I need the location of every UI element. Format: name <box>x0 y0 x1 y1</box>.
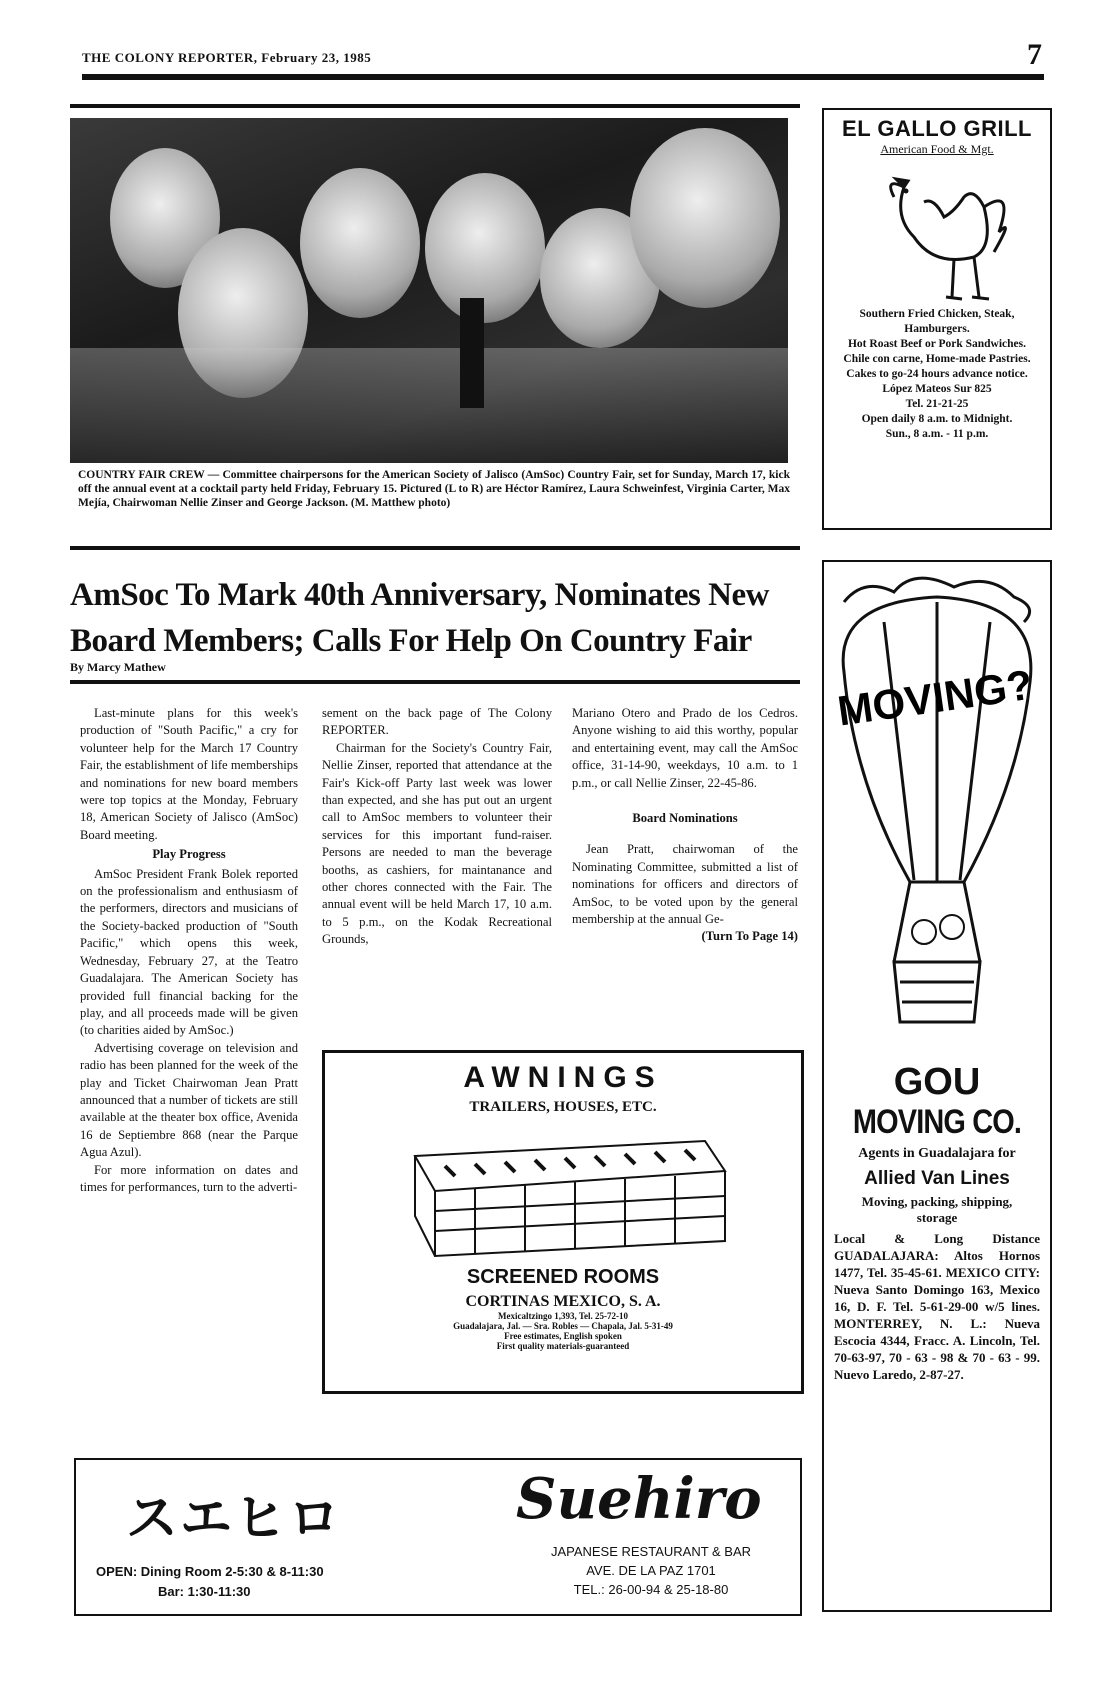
subhead-board-nominations: Board Nominations <box>632 811 738 826</box>
company-name: CORTINAS MEXICO, S. A. <box>465 1293 661 1310</box>
hours-line: Open daily 8 a.m. to Midnight. <box>861 413 1013 425</box>
caption-rule <box>70 546 800 550</box>
paragraph: Jean Pratt, chairwoman of the Nominating Committee, submitted a list of nominations for officers and directors of AmSoc, to be voted upon by the general membership at the annual Ge- <box>572 842 798 927</box>
hours-bar: Bar: 1:30-11:30 <box>158 1584 251 1599</box>
menu-line: Hot Roast Beef or Pork Sandwiches. <box>847 338 1027 350</box>
masthead-rule <box>82 74 1044 80</box>
headline-line-2: Board Members; Calls For Help On Country Fair <box>70 623 752 659</box>
suehiro-ad <box>74 1458 802 1616</box>
agents-line: Agents in Guadalajara for <box>858 1146 1016 1161</box>
article-column-2 <box>322 705 552 949</box>
ad-title: EL GALLO GRILL <box>842 116 1032 141</box>
paragraph: Mariano Otero and Prado de los Cedros. Anyone wishing to aid this worthy, popular and entertaining event, may call the AmSoc office, 31-14-90, weekdays, 10 a.m. to 1 p.m., or call Nellie Zinser, 22-45-86. <box>572 706 798 790</box>
page-number: 7 <box>1027 38 1042 71</box>
hours-dining: OPEN: Dining Room 2-5:30 & 8-11:30 <box>96 1564 324 1579</box>
byline: By Marcy Mathew <box>70 660 166 674</box>
paragraph: sement on the back page of The Colony REPORTER. <box>322 706 552 738</box>
restaurant-name: Suehiro <box>516 1466 762 1532</box>
address-line: Mexicaltzingo 1,393, Tel. 25-72-10 <box>498 1311 628 1321</box>
headline-rule <box>70 680 800 684</box>
el-gallo-grill-ad <box>822 108 1052 530</box>
group-photo <box>70 118 788 463</box>
article-column-3 <box>572 705 798 946</box>
screened-room-trailer-icon <box>325 1116 801 1266</box>
office-details: Local & Long Distance GUADALAJARA: Altos Hornos 1477, Tel. 35-45-61. MEXICO CITY: Nueva Santo Domingo 163, Mexico 16, D. F. Tel. 5-61-29-00 w/5 lines. MONTERREY, N. L.: Nueva Escocia 4344, Fracc. A. Lincoln, Tel. 70-63-97, 70 - 63 - 98 & 70 - 63 - 99. Nuevo Laredo, 2-87-27. <box>834 1231 1040 1382</box>
hot-air-balloon-icon <box>824 562 1050 1062</box>
gou-moving-ad <box>822 560 1052 1612</box>
info-line: Free estimates, English spoken <box>504 1331 622 1341</box>
address-line: López Mateos Sur 825 <box>882 383 992 395</box>
services-line: Moving, packing, shipping, storage <box>861 1194 1013 1225</box>
company-name: GOU <box>893 1061 981 1103</box>
menu-line: Southern Fried Chicken, Steak, Hamburgers. <box>859 308 1015 335</box>
paper-name-date: THE COLONY REPORTER, February 23, 1985 <box>82 50 372 65</box>
awnings-ad <box>322 1050 804 1394</box>
menu-line: Chile con carne, Home-made Pastries. <box>843 353 1031 365</box>
paragraph: Last-minute plans for this week's production of "South Pacific," a cry for volunteer help for the March 17 Country Fair, the establishment of life memberships and nominations for new board members were top topics at the Monday, February 18, American Society of Jalisco (AmSoc) Board meeting. <box>80 706 298 842</box>
headline-line-1: AmSoc To Mark 40th Anniversary, Nominates New <box>70 577 769 613</box>
paragraph: Chairman for the Society's Country Fair, Nellie Zinser, reported that attendance at the Fair's Kick-off Party last week was lower than expected, and she has put out an urgent call to AmSoc members to volunteer their services for this important fund-raiser. Persons are needed to man the beverage booths, as cashiers, for maintanance and other chores connected with the Fair. The annual event will be held March 17, 10 a.m. to 5 p.m., on the Kodak Recreational Grounds, <box>322 740 552 947</box>
paragraph: AmSoc President Frank Bolek reported on the professionalism and enthusiasm of the performers, directors and musicians of the Society-backed production of "South Pacific," which opens this week, Wednesday, February 27, at the Teatro Guadalajara. The American Society has provided full financial backing for the play, and all proceeds made will be given (to charities aided by AmSoc.) <box>80 866 298 1038</box>
restaurant-address: AVE. DE LA PAZ 1701 <box>586 1563 716 1578</box>
article-headline <box>70 572 800 664</box>
ad-subtitle: TRAILERS, HOUSES, ETC. <box>469 1099 657 1115</box>
paragraph: For more information on dates and times for performances, turn to the adverti- <box>80 1162 298 1194</box>
restaurant-phone: TEL.: 26-00-94 & 25-18-80 <box>573 1582 729 1597</box>
rooster-icon <box>824 157 1050 307</box>
japanese-logo: スエヒロ <box>126 1489 343 1549</box>
jump-line: (Turn To Page 14) <box>701 929 798 944</box>
photo-caption: COUNTRY FAIR CREW — Committee chairpersons for the American Society of Jalisco (AmSoc) Country Fair, set for Sunday, March 17, kick off the annual event at a cocktail party held Friday, February 15. Pictured (L to R) are Héctor Ramírez, Laura Schweinfest, Virginia Carter, Max Mejía, Chairwoman Nellie Zinser and George Jackson. (M. Matthew photo) <box>78 469 790 509</box>
menu-line: Cakes to go-24 hours advance notice. <box>846 368 1028 380</box>
info-line: First quality materials-guaranteed <box>496 1341 630 1351</box>
phone-line: Tel. 21-21-25 <box>905 398 969 410</box>
ad-subtitle: American Food & Mgt. <box>880 142 994 156</box>
hours-line: Sun., 8 a.m. - 11 p.m. <box>885 428 989 440</box>
company-name: MOVING CO. <box>852 1103 1022 1141</box>
top-rule <box>70 104 800 108</box>
paragraph: Advertising coverage on television and radio has been planned for the week of the play and Ticket Chairwoman Jean Pratt announced that a number of tickets are still available at the theater box office, Avenida 16 de Septiembre 868 (near the Parque Agua Azul). <box>80 1040 298 1160</box>
subhead-play-progress: Play Progress <box>152 847 226 862</box>
article-column-1 <box>80 705 298 1196</box>
ad-title: AWNINGS <box>463 1061 663 1094</box>
masthead <box>82 38 1042 72</box>
menu-list <box>824 307 1050 442</box>
restaurant-type: JAPANESE RESTAURANT & BAR <box>550 1544 752 1559</box>
screened-rooms: SCREENED ROOMS <box>466 1266 660 1288</box>
allied-van-lines: Allied Van Lines <box>864 1168 1010 1189</box>
balloon-text: MOVING? <box>834 660 1036 735</box>
address-line: Guadalajara, Jal. — Sra. Robles — Chapala, Jal. 5-31-49 <box>453 1321 673 1331</box>
